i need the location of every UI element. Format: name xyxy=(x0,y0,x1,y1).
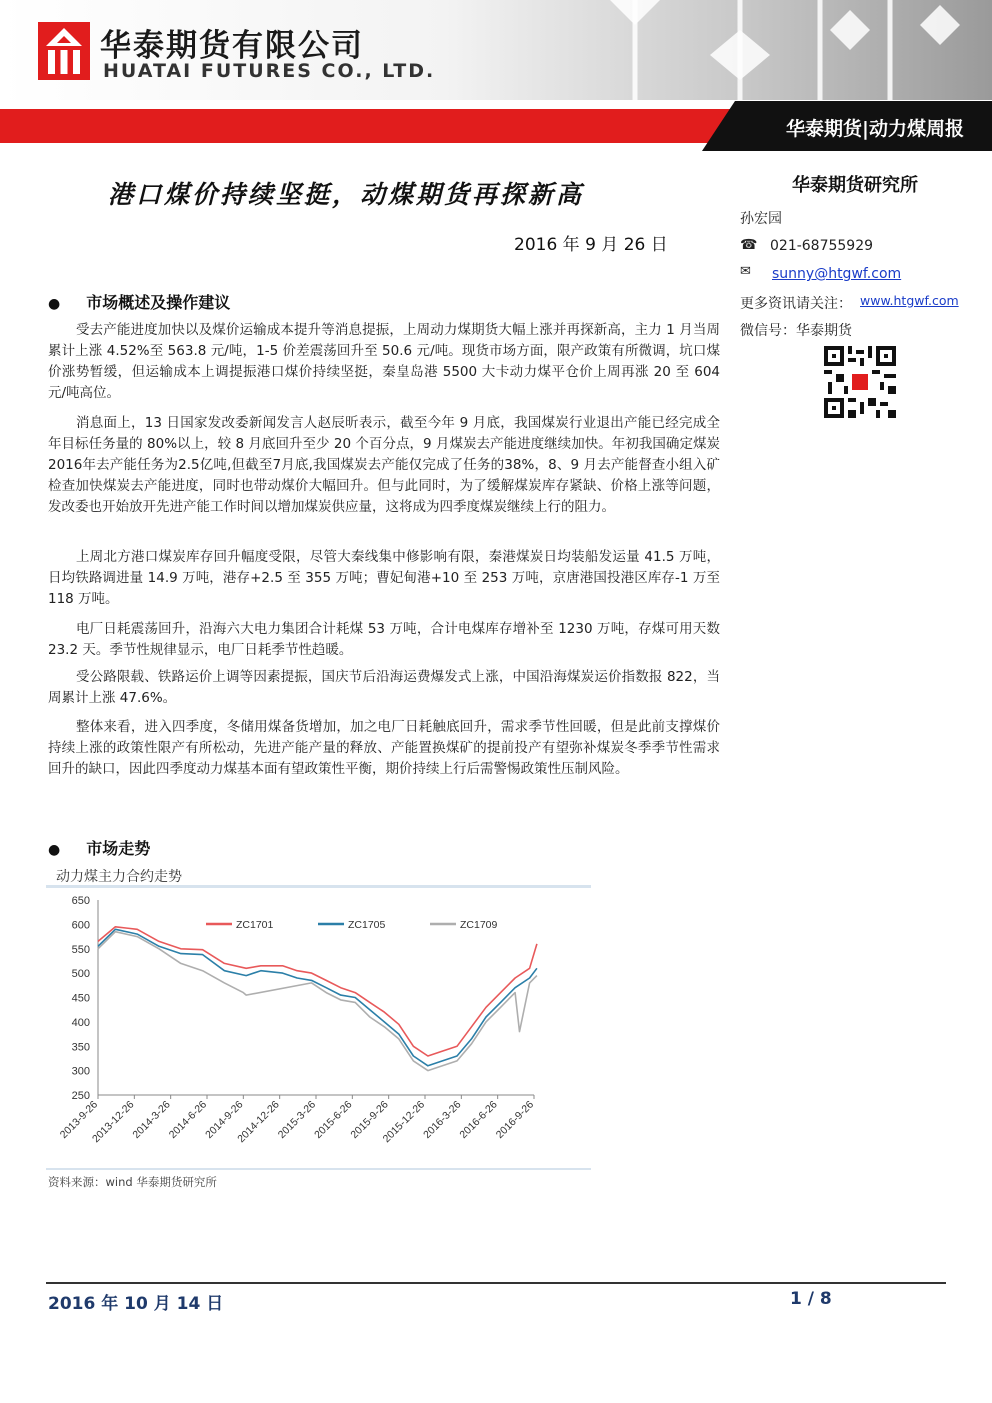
more-info-label: 更多资讯请关注： xyxy=(740,296,852,312)
section-heading-overview xyxy=(48,290,230,313)
company-logo xyxy=(38,22,90,80)
legend-label: ZC1709 xyxy=(460,919,498,931)
phone-icon: ☎ xyxy=(740,237,758,253)
y-tick-label: 350 xyxy=(71,1041,90,1054)
x-tick-label: 2016-9-26 xyxy=(493,1098,537,1141)
y-tick-label: 300 xyxy=(71,1065,90,1078)
section-heading-trend xyxy=(48,836,150,859)
wechat-label: 微信号：华泰期货 xyxy=(740,323,852,339)
company-name-cn: 华泰期货有限公司 xyxy=(100,28,364,64)
x-tick-label: 2015-3-26 xyxy=(275,1098,319,1141)
header-decor xyxy=(560,0,992,100)
x-tick-label: 2014-12-26 xyxy=(235,1098,282,1146)
section-heading-text: 市场走势 xyxy=(86,839,151,858)
y-tick-label: 500 xyxy=(71,968,90,981)
paragraph-6: 整体来看，进入四季度，冬储用煤备货增加，加之电厂日耗触底回升，需求季节性回暖，但是此前支撑煤价持续上涨的政策性限产有所松动，先进产能产量的释放、产能置换煤矿的提前投产有望弥补煤炭冬季季节性需求回升的缺口，因此四季度动力煤基本面有望政策性平衡，期价持续上行后需警惕政策性压制风险。 xyxy=(48,719,720,777)
y-tick-label: 250 xyxy=(71,1090,90,1102)
y-tick-label: 450 xyxy=(71,992,90,1005)
y-tick-label: 600 xyxy=(71,919,90,932)
paragraph-1: 受去产能进度加快以及煤价运输成本提升等消息提振，上周动力煤期货大幅上涨并再探新高，主力 1 月当周累计上涨 4.52%至 563.8 元/吨，1-5 价差震荡回升至 50.6 元/吨。现货市场方面，限产政策有所微调，坑口煤价涨势暂缓，但运输成本上调提振港口煤价持续坚挺，秦皇岛港 5500 大卡动力煤平仓价上周再涨 20 至 604 元/吨高位。 xyxy=(48,322,720,401)
y-tick-label: 650 xyxy=(71,895,90,907)
bullet-icon: ● xyxy=(48,296,61,312)
x-tick-label: 2013-12-26 xyxy=(89,1098,137,1146)
x-tick-label: 2015-12-26 xyxy=(380,1098,428,1146)
y-tick-label: 550 xyxy=(71,943,90,956)
chart-bottom-rule xyxy=(46,1168,591,1170)
website-link[interactable]: www.htgwf.com xyxy=(860,293,959,308)
x-tick-label: 2013-9-26 xyxy=(57,1098,101,1141)
phone-number: 021-68755929 xyxy=(770,238,874,254)
x-tick-label: 2016-6-26 xyxy=(457,1098,500,1141)
author-name: 孙宏园 xyxy=(740,211,782,227)
page-number: 1 / 8 xyxy=(790,1289,832,1309)
section-heading-text: 市场概述及操作建议 xyxy=(86,293,231,312)
x-tick-label: 2014-9-26 xyxy=(203,1098,246,1141)
legend-label: ZC1705 xyxy=(348,919,386,931)
price-chart xyxy=(46,890,591,1165)
paragraph-3: 上周北方港口煤炭库存回升幅度受限，尽管大秦线集中修影响有限，秦港煤炭日均装船发运量 41.5 万吨，日均铁路调进量 14.9 万吨，港存+2.5 至 355 万吨；曹妃甸港+10 至 253 万吨，京唐港国投港区库存-1 万至 118 万吨。 xyxy=(48,549,720,607)
x-tick-label: 2016-3-26 xyxy=(421,1098,464,1141)
paragraph-2: 消息面上，13 日国家发改委新闻发言人赵辰昕表示，截至今年 9 月底，我国煤炭行业退出产能已经完成全年目标任务量的 80%以上，较 8 月底回升至少 20 个百分点，9 月煤炭去产能进度继续加快。年初我国确定煤炭2016年去产能任务为2.5亿吨,但截至7月底,我国煤炭去产能仅完成了任务的38%，8、9 月去产能督查小组入矿检查加快煤炭去产能进度，同时也带动煤价大幅回升。但与此同时，为了缓解煤炭库存紧缺、价格上涨等问题，发改委也开始放开先进产能工作时间以增加煤炭供应量，这将成为四季度煤炭继续上行的阻力。 xyxy=(48,415,720,515)
report-title: 港口煤价持续坚挺，动煤期货再探新高 xyxy=(108,180,585,209)
institute-name: 华泰期货研究所 xyxy=(792,175,918,196)
qr-code xyxy=(824,346,896,418)
series-line-zc1709 xyxy=(98,932,537,1071)
report-type-label: 华泰期货|动力煤周报 xyxy=(786,118,964,140)
company-name-en: HUATAI FUTURES CO., LTD. xyxy=(103,60,436,82)
chart-source: 资料来源：wind 华泰期货研究所 xyxy=(48,1175,217,1189)
chart-title: 动力煤主力合约走势 xyxy=(56,869,182,885)
x-tick-label: 2015-9-26 xyxy=(348,1098,391,1141)
legend-label: ZC1701 xyxy=(236,919,274,931)
bullet-icon: ● xyxy=(48,842,61,858)
footer-date: 2016 年 10 月 14 日 xyxy=(48,1294,224,1314)
chart-top-rule xyxy=(46,885,591,888)
paragraph-5: 受公路限载、铁路运价上调等因素提振，国庆节后沿海运费爆发式上涨，中国沿海煤炭运价指数报 822，当周累计上涨 47.6%。 xyxy=(48,669,720,706)
report-date: 2016 年 9 月 26 日 xyxy=(514,235,668,255)
email-link[interactable]: sunny@htgwf.com xyxy=(772,266,902,282)
paragraph-4: 电厂日耗震荡回升，沿海六大电力集团合计耗煤 53 万吨，合计电煤库存增补至 1230 万吨，存煤可用天数 23.2 天。季节性规律显示，电厂日耗季节性趋暖。 xyxy=(48,621,720,658)
x-tick-label: 2015-6-26 xyxy=(312,1098,355,1141)
x-tick-label: 2014-6-26 xyxy=(166,1098,210,1141)
x-tick-label: 2014-3-26 xyxy=(130,1098,173,1141)
series-line-zc1701 xyxy=(98,927,537,1056)
footer-rule xyxy=(46,1282,946,1284)
y-tick-label: 400 xyxy=(71,1016,90,1029)
email-icon: ✉ xyxy=(740,264,751,279)
